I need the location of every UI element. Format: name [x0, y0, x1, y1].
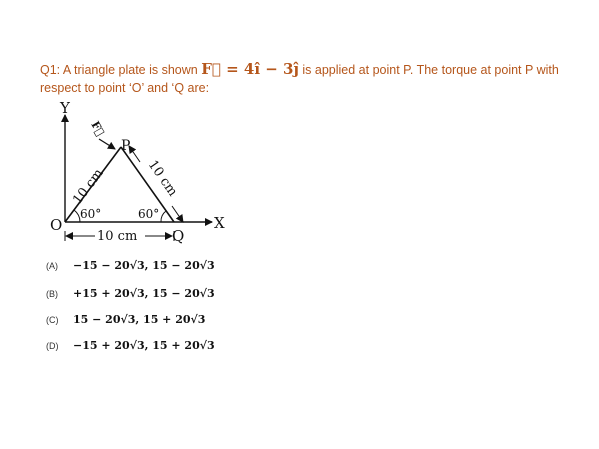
option-a-label: (A): [46, 261, 58, 271]
option-c-label: (C): [46, 315, 59, 325]
side-op-label: 10 cm: [70, 166, 107, 208]
axis-y-label: Y: [60, 99, 70, 117]
option-d-label: (D): [46, 341, 59, 351]
axis-x-label: X: [214, 214, 225, 232]
side-pq-label: 10 cm: [144, 157, 181, 200]
question-prefix: Q1: A triangle plate is shown: [40, 63, 202, 77]
option-b-label: (B): [46, 289, 58, 299]
angle-o-label: 60°: [80, 207, 102, 221]
option-a-value: −15 − 20√3, 15 − 20√3: [73, 259, 215, 272]
point-p-label: P: [121, 138, 131, 154]
angle-q-label: 60°: [138, 207, 160, 221]
side-oq-label: 10 cm: [97, 229, 138, 244]
force-expression: F⃗ = 4î − 3ĵ: [201, 60, 299, 78]
option-d-value: −15 + 20√3, 15 + 20√3: [73, 339, 215, 352]
point-q-label: Q: [172, 227, 185, 245]
option-b-value: +15 + 20√3, 15 − 20√3: [73, 287, 215, 300]
pq-dim-arrow-down: [172, 206, 183, 222]
force-label: F⃗: [88, 119, 107, 138]
force-arrow: [99, 139, 115, 149]
point-o-label: O: [50, 216, 63, 234]
option-c-value: 15 − 20√3, 15 + 20√3: [73, 313, 206, 326]
question-suffix: is applied at point P. The torque at point P with respect to point ‘O’ and ‘Q are:: [40, 63, 559, 95]
angle-arc-q: [161, 211, 166, 222]
